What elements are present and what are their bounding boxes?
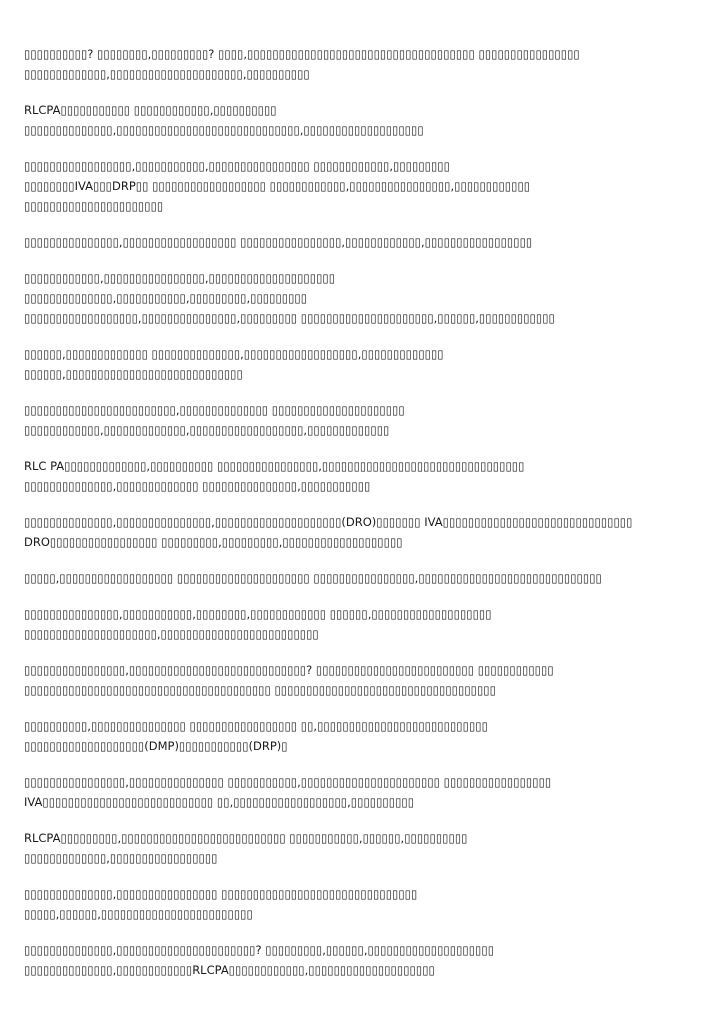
text-line: ▯▯▯▯▯▯▯▯▯▯▯▯,▯▯▯▯▯▯▯▯▯▯▯▯▯,▯▯▯▯▯▯▯▯▯▯▯▯▯▯▯▯▯▯,▯▯▯▯▯▯▯▯▯▯▯▯▯ — [24, 423, 390, 437]
text-line: ▯▯▯▯▯▯▯▯▯▯▯▯▯▯▯▯▯▯▯▯▯▯ — [24, 199, 164, 213]
text-line: ▯▯▯▯▯▯▯▯▯▯▯▯▯▯▯,▯▯▯▯▯▯▯▯▯▯▯,▯▯▯▯▯▯▯▯,▯▯▯▯▯▯▯▯▯▯▯▯ ▯▯▯▯▯▯,▯▯▯▯▯▯▯▯▯▯▯▯▯▯▯▯▯▯▯ — [24, 607, 492, 621]
text-line: ▯▯▯▯▯▯▯▯▯▯▯▯▯▯▯▯▯,▯▯▯▯▯▯▯▯▯▯▯,▯▯▯▯▯▯▯▯▯▯▯▯▯▯▯▯ ▯▯▯▯▯▯▯▯▯▯▯▯,▯▯▯▯▯▯▯▯▯ — [24, 159, 450, 173]
paragraph — [24, 156, 700, 216]
text-line: RLC PA▯▯▯▯▯▯▯▯▯▯▯▯▯,▯▯▯▯▯▯▯▯▯▯ ▯▯▯▯▯▯▯▯▯▯▯▯▯▯▯▯,▯▯▯▯▯▯▯▯▯▯▯▯▯▯▯▯▯▯▯▯▯▯▯▯▯▯▯▯▯▯▯▯ — [24, 459, 525, 473]
text-line: ▯▯▯▯▯▯▯▯▯▯▯▯▯▯,▯▯▯▯▯▯▯▯▯▯▯▯▯ ▯▯▯▯▯▯▯▯▯▯▯▯▯▯▯,▯▯▯▯▯▯▯▯▯▯▯ — [24, 479, 371, 493]
paragraph — [24, 44, 700, 84]
text-line: ▯▯▯▯▯▯▯▯▯▯▯▯▯▯,▯▯▯▯▯▯▯▯▯▯▯,▯▯▯▯▯▯▯▯▯,▯▯▯▯▯▯▯▯▯ — [24, 291, 308, 305]
paragraph — [24, 344, 700, 384]
text-line: IVA▯▯▯▯▯▯▯▯▯▯▯▯▯▯▯▯▯▯▯▯▯▯▯▯▯▯▯ ▯▯,▯▯▯▯▯▯▯▯▯▯▯▯▯▯▯▯▯▯,▯▯▯▯▯▯▯▯▯▯ — [24, 795, 415, 809]
text-line: ▯▯▯▯▯▯▯▯▯▯▯▯▯▯▯▯,▯▯▯▯▯▯▯▯▯▯▯▯▯▯▯ ▯▯▯▯▯▯▯▯▯▯▯,▯▯▯▯▯▯▯▯▯▯▯▯▯▯▯▯▯▯▯▯▯▯ ▯▯▯▯▯▯▯▯▯▯▯▯▯▯▯▯▯ — [24, 775, 552, 789]
text-line: ▯▯▯▯▯▯▯▯▯▯▯▯▯,▯▯▯▯▯▯▯▯▯▯▯▯▯▯▯▯▯▯▯▯▯,▯▯▯▯▯▯▯▯▯▯ — [24, 67, 310, 81]
paragraph — [24, 716, 700, 756]
paragraph — [24, 828, 700, 868]
paragraph — [24, 568, 700, 588]
paragraph — [24, 100, 700, 140]
text-line: ▯▯▯▯▯▯▯▯▯▯? ▯▯▯▯▯▯▯▯,▯▯▯▯▯▯▯▯▯? ▯▯▯▯,▯▯▯▯▯▯▯▯▯▯▯▯▯▯▯▯▯▯▯▯▯▯▯▯▯▯▯▯▯▯▯▯▯▯▯▯ ▯▯▯▯▯▯▯▯▯▯▯▯▯▯▯▯ — [24, 47, 580, 61]
paragraph — [24, 400, 700, 440]
text-line: ▯▯▯▯▯,▯▯▯▯▯▯,▯▯▯▯▯▯▯▯▯▯▯▯▯▯▯▯▯▯▯▯▯▯▯▯ — [24, 907, 253, 921]
document-body — [24, 44, 700, 996]
paragraph — [24, 512, 700, 552]
text-line: ▯▯▯▯▯▯▯▯▯▯▯▯▯▯,▯▯▯▯▯▯▯▯▯▯▯▯▯▯▯,▯▯▯▯▯▯▯▯▯▯▯▯▯▯▯▯▯▯▯▯(DRO)▯▯▯▯▯▯▯ IVA▯▯▯▯▯▯▯▯▯▯▯▯▯▯▯▯▯▯▯▯▯▯▯▯▯▯▯▯▯▯ — [24, 515, 633, 529]
paragraph — [24, 772, 700, 812]
text-line: DRO▯▯▯▯▯▯▯▯▯▯▯▯▯▯▯▯▯ ▯▯▯▯▯▯▯▯▯,▯▯▯▯▯▯▯▯▯,▯▯▯▯▯▯▯▯▯▯▯▯▯▯▯▯▯▯▯ — [24, 535, 403, 549]
text-line: ▯▯▯▯▯▯,▯▯▯▯▯▯▯▯▯▯▯▯▯ ▯▯▯▯▯▯▯▯▯▯▯▯▯▯,▯▯▯▯▯▯▯▯▯▯▯▯▯▯▯▯▯▯,▯▯▯▯▯▯▯▯▯▯▯▯▯ — [24, 347, 444, 361]
text-line: RLCPA▯▯▯▯▯▯▯▯▯,▯▯▯▯▯▯▯▯▯▯▯▯▯▯▯▯▯▯▯▯▯▯▯▯▯▯ ▯▯▯▯▯▯▯▯▯▯▯,▯▯▯▯▯▯,▯▯▯▯▯▯▯▯▯▯ — [24, 831, 468, 845]
text-line: ▯▯▯▯▯▯▯▯▯▯▯▯▯▯▯▯▯▯▯▯▯▯▯▯▯▯▯▯▯▯▯▯▯▯▯▯▯▯▯ ▯▯▯▯▯▯▯▯▯▯▯▯▯▯▯▯▯▯▯▯▯▯▯▯▯▯▯▯▯▯▯▯▯▯▯ — [24, 683, 496, 697]
paragraph — [24, 456, 700, 496]
text-line: ▯▯▯▯▯▯▯▯▯▯▯▯▯,▯▯▯▯▯▯▯▯▯▯▯▯▯▯▯▯▯ — [24, 851, 218, 865]
paragraph — [24, 884, 700, 924]
text-line: ▯▯▯▯▯▯▯▯▯▯▯▯▯▯▯▯▯▯,▯▯▯▯▯▯▯▯▯▯▯▯▯▯▯,▯▯▯▯▯▯▯▯▯ ▯▯▯▯▯▯▯▯▯▯▯▯▯▯▯▯▯▯▯▯▯,▯▯▯▯▯▯,▯▯▯▯▯▯▯▯▯▯▯▯ — [24, 311, 555, 325]
text-line: ▯▯▯▯▯▯▯▯▯▯▯▯,▯▯▯▯▯▯▯▯▯▯▯▯▯▯▯▯,▯▯▯▯▯▯▯▯▯▯▯▯▯▯▯▯▯▯▯▯ — [24, 271, 336, 285]
paragraph — [24, 604, 700, 644]
text-line: ▯▯▯▯▯▯,▯▯▯▯▯▯▯▯▯▯▯▯▯▯▯▯▯▯▯▯▯▯▯▯▯▯▯▯ — [24, 367, 243, 381]
text-line: ▯▯▯▯▯,▯▯▯▯▯▯▯▯▯▯▯▯▯▯▯▯▯▯ ▯▯▯▯▯▯▯▯▯▯▯▯▯▯▯▯▯▯▯▯▯ ▯▯▯▯▯▯▯▯▯▯▯▯▯▯▯▯,▯▯▯▯▯▯▯▯▯▯▯▯▯▯▯▯▯▯▯▯▯▯▯▯▯▯▯▯▯ — [24, 571, 602, 585]
text-line: RLCPA▯▯▯▯▯▯▯▯▯▯▯ ▯▯▯▯▯▯▯▯▯▯▯▯,▯▯▯▯▯▯▯▯▯▯ — [24, 103, 277, 117]
text-line: ▯▯▯▯▯▯▯▯▯▯▯▯▯▯▯▯,▯▯▯▯▯▯▯▯▯▯▯▯▯▯▯▯▯▯▯▯▯▯▯▯▯▯▯▯? ▯▯▯▯▯▯▯▯▯▯▯▯▯▯▯▯▯▯▯▯▯▯▯▯▯ ▯▯▯▯▯▯▯▯▯▯▯▯ — [24, 663, 554, 677]
paragraph — [24, 940, 700, 980]
text-line: ▯▯▯▯▯▯▯▯▯▯▯▯▯▯▯▯▯▯▯(DMP)▯▯▯▯▯▯▯▯▯▯▯(DRP)▯ — [24, 739, 288, 753]
text-line: ▯▯▯▯▯▯▯▯▯▯▯▯▯▯,▯▯▯▯▯▯▯▯▯▯▯▯RLCPA▯▯▯▯▯▯▯▯▯▯▯▯,▯▯▯▯▯▯▯▯▯▯▯▯▯▯▯▯▯▯▯▯ — [24, 963, 435, 977]
text-line: ▯▯▯▯▯▯▯▯▯▯,▯▯▯▯▯▯▯▯▯▯▯▯▯▯▯ ▯▯▯▯▯▯▯▯▯▯▯▯▯▯▯▯▯ ▯▯,▯▯▯▯▯▯▯▯▯▯▯▯▯▯▯▯▯▯▯▯▯▯▯▯▯▯▯ — [24, 719, 488, 733]
paragraph — [24, 232, 700, 252]
paragraph — [24, 268, 700, 328]
text-line: ▯▯▯▯▯▯▯▯▯▯▯▯▯▯,▯▯▯▯▯▯▯▯▯▯▯▯▯▯▯▯▯▯▯▯▯▯▯▯▯▯▯▯▯,▯▯▯▯▯▯▯▯▯▯▯▯▯▯▯▯▯▯▯ — [24, 123, 424, 137]
text-line: ▯▯▯▯▯▯▯▯▯▯▯▯▯▯▯▯▯▯▯▯▯▯▯▯,▯▯▯▯▯▯▯▯▯▯▯▯▯▯ ▯▯▯▯▯▯▯▯▯▯▯▯▯▯▯▯▯▯▯▯▯ — [24, 403, 405, 417]
text-line: ▯▯▯▯▯▯▯▯IVA▯▯▯DRP▯▯ ▯▯▯▯▯▯▯▯▯▯▯▯▯▯▯▯▯▯ ▯▯▯▯▯▯▯▯▯▯▯▯,▯▯▯▯▯▯▯▯▯▯▯▯▯▯▯▯,▯▯▯▯▯▯▯▯▯▯▯▯ — [24, 179, 531, 193]
text-line: ▯▯▯▯▯▯▯▯▯▯▯▯▯▯,▯▯▯▯▯▯▯▯▯▯▯▯▯▯▯▯▯▯▯▯▯▯? ▯▯▯▯▯▯▯▯▯,▯▯▯▯▯▯,▯▯▯▯▯▯▯▯▯▯▯▯▯▯▯▯▯▯▯▯ — [24, 943, 495, 957]
text-line: ▯▯▯▯▯▯▯▯▯▯▯▯▯▯,▯▯▯▯▯▯▯▯▯▯▯▯▯▯▯▯ ▯▯▯▯▯▯▯▯▯▯▯▯▯▯▯▯▯▯▯▯▯▯▯▯▯▯▯▯▯▯▯ — [24, 887, 418, 901]
text-line: ▯▯▯▯▯▯▯▯▯▯▯▯▯▯▯,▯▯▯▯▯▯▯▯▯▯▯▯▯▯▯▯▯▯ ▯▯▯▯▯▯▯▯▯▯▯▯▯▯▯▯,▯▯▯▯▯▯▯▯▯▯▯▯,▯▯▯▯▯▯▯▯▯▯▯▯▯▯▯▯▯ — [24, 235, 533, 249]
paragraph — [24, 660, 700, 700]
text-line: ▯▯▯▯▯▯▯▯▯▯▯▯▯▯▯▯▯▯▯▯▯,▯▯▯▯▯▯▯▯▯▯▯▯▯▯▯▯▯▯▯▯▯▯▯▯▯ — [24, 627, 319, 641]
